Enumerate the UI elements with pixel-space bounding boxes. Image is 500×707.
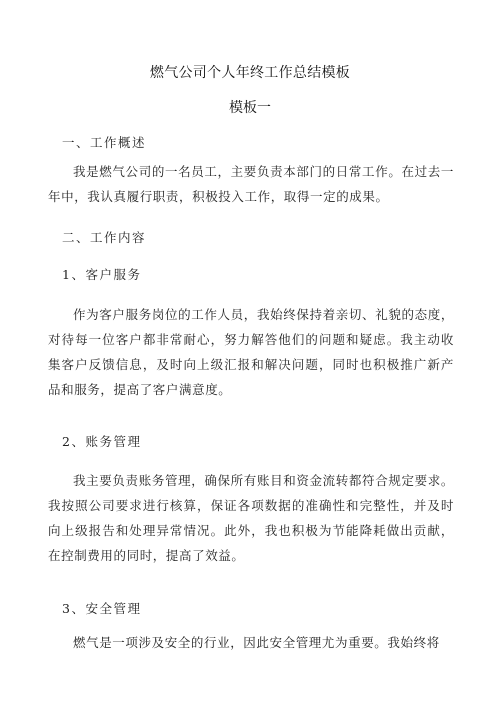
section-heading-overview: 一、工作概述 (62, 135, 147, 150)
paragraph-customer-service: 作为客户服务岗位的工作人员，我始终保持着亲切、礼貌的态度，对待每一位客户都非常耐心，努力解答他们的问题和疑虑。我主动收集客户反馈信息，及时向上级汇报和解决问题，同时也积极推广新产品和服务，提高了客户满意度。 (48, 307, 454, 397)
document-subtitle: 模板一 (229, 100, 271, 116)
section-heading-work-content: 二、工作内容 (62, 230, 147, 245)
paragraph-overview: 我是燃气公司的一名员工，主要负责本部门的日常工作。在过去一年中，我认真履行职责，积极投入工作，取得一定的成果。 (48, 164, 454, 204)
subheading-safety-management: 3、安全管理 (62, 601, 142, 616)
subheading-customer-service: 1、客户服务 (62, 267, 142, 282)
document-title: 燃气公司个人年终工作总结模板 (149, 65, 351, 81)
paragraph-safety-management: 燃气是一项涉及安全的行业，因此安全管理尤为重要。我始终将 (73, 635, 440, 650)
subheading-account-management: 2、账务管理 (62, 434, 142, 449)
paragraph-account-management: 我主要负责账务管理，确保所有账目和资金流转都符合规定要求。我按照公司要求进行核算，保证各项数据的准确性和完整性，并及时向上级报告和处理异常情况。此外，我也积极为节能降耗做出贡献，在控制费用的同时，提高了效益。 (48, 473, 454, 563)
